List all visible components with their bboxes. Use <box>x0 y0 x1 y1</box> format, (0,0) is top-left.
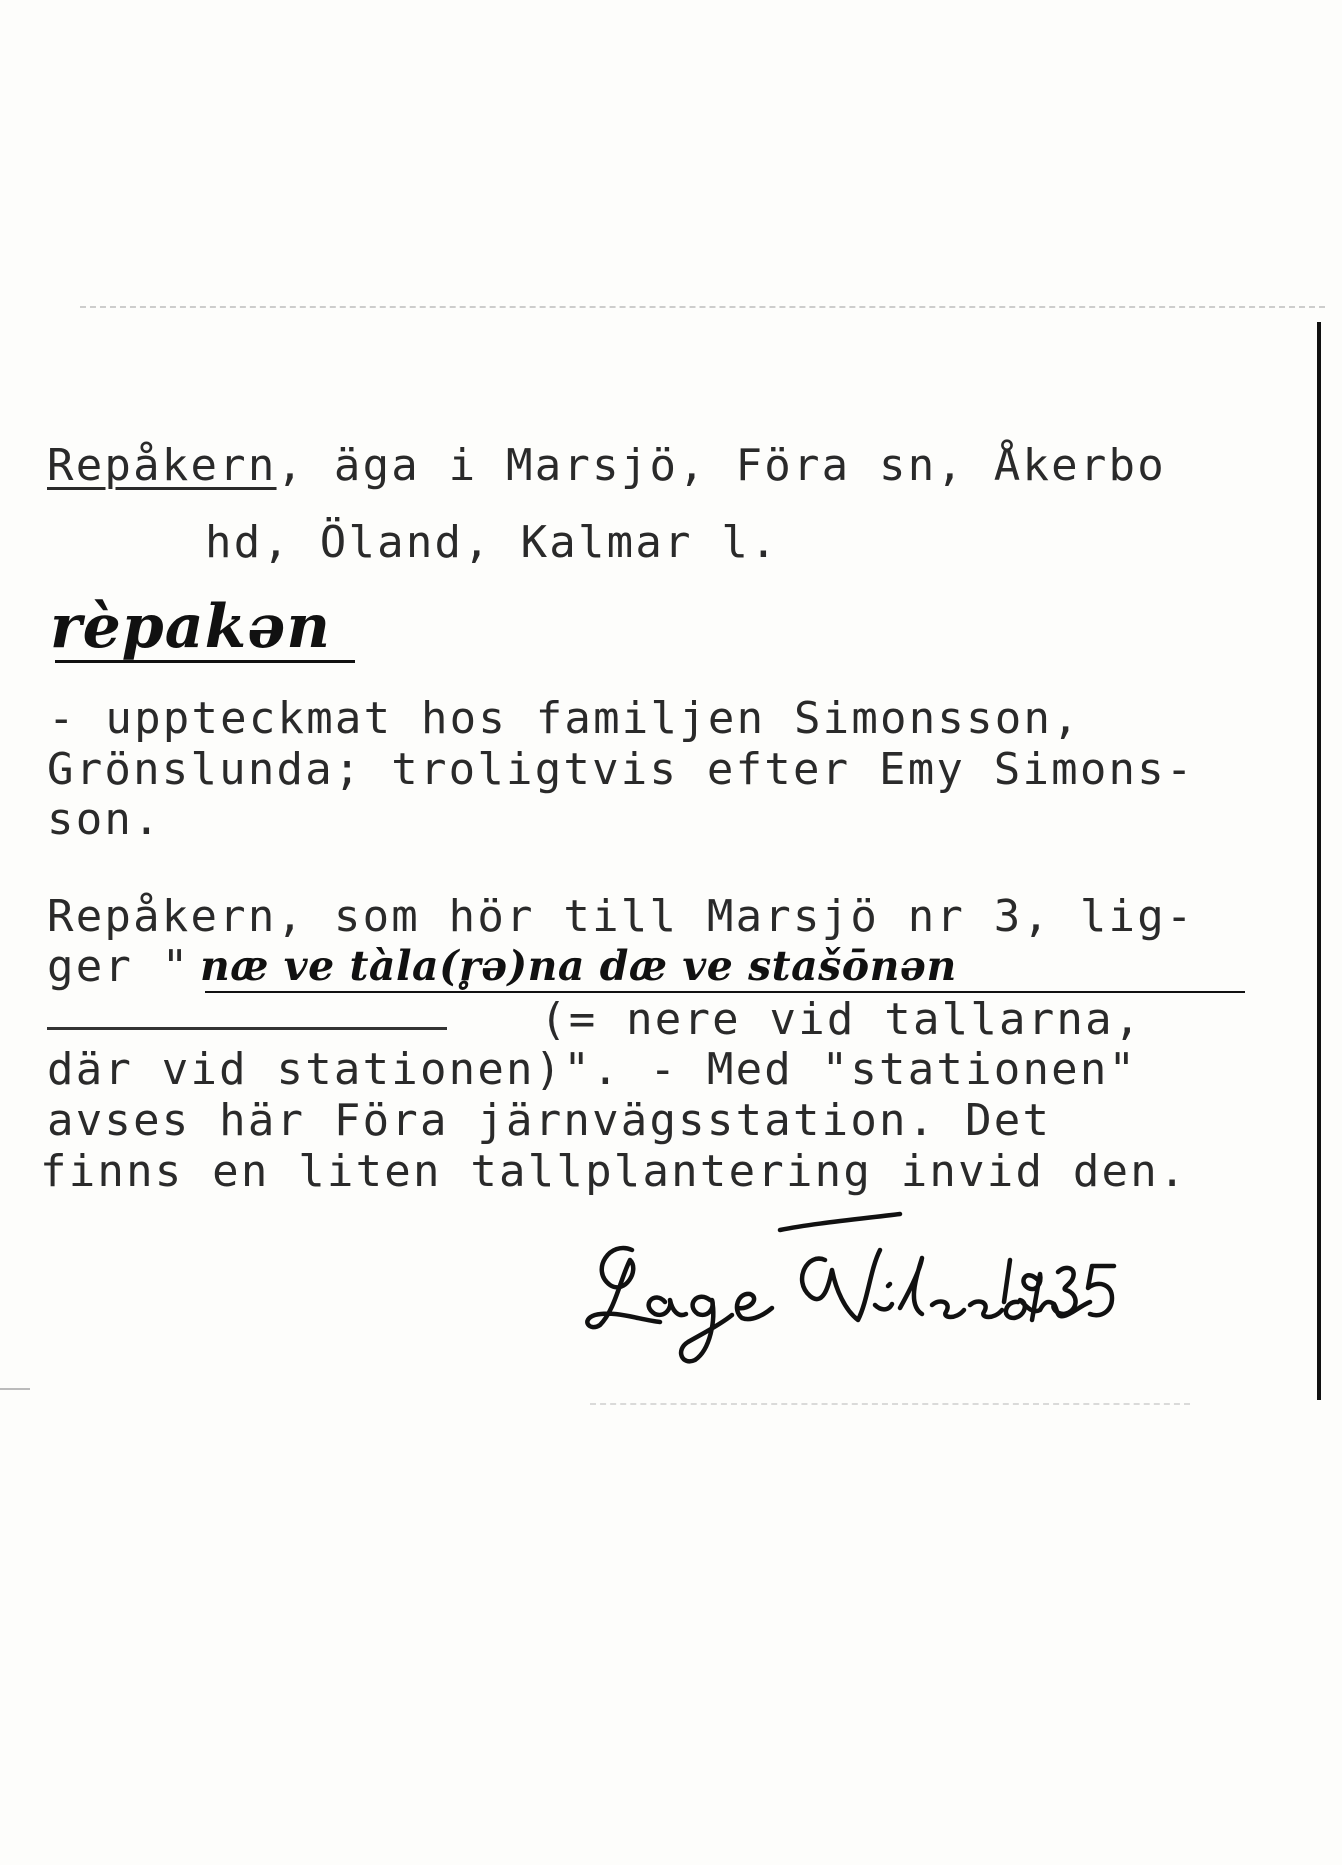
line-filler-rule <box>47 1027 447 1030</box>
body-line-3: (= nere vid tallarna, <box>540 994 1143 1045</box>
card-bottom-edge <box>590 1403 1190 1405</box>
note-line-1: - uppteckmat hos familjen Simonsson, <box>48 693 1081 744</box>
handwritten-phrase-underline <box>205 991 1245 993</box>
heading-line-2: hd, Öland, Kalmar l. <box>205 517 779 568</box>
card-left-mark <box>0 1388 30 1390</box>
dialect-form: rèpakən <box>50 592 331 662</box>
signature-year <box>1004 1260 1114 1320</box>
dialect-form-underline <box>55 660 355 663</box>
body-line-5: avses här Föra järnvägsstation. Det <box>47 1095 1052 1146</box>
heading-location: , äga i Marsjö, Föra sn, Åkerbo <box>276 440 1166 491</box>
note-line-2: Grönslunda; troligtvis efter Emy Simons- <box>47 744 1195 795</box>
heading-place-name: Repåkern <box>47 440 277 491</box>
card-top-edge <box>80 306 1325 308</box>
signature <box>570 1210 1170 1390</box>
note-line-3: son. <box>47 794 162 845</box>
heading-line-1 <box>47 440 1166 491</box>
body-line-2-prefix: ger " <box>47 941 191 992</box>
card-right-edge <box>1317 322 1321 1400</box>
body-line-1: Repåkern, som hör till Marsjö nr 3, lig- <box>47 891 1195 942</box>
body-handwritten-phrase: næ ve tàla(r̥ə)na dæ ve stašōnən <box>200 942 957 990</box>
body-line-6: finns en liten tallplantering invid den. <box>40 1146 1188 1197</box>
body-line-4: där vid stationen)". - Med "stationen" <box>47 1044 1138 1095</box>
